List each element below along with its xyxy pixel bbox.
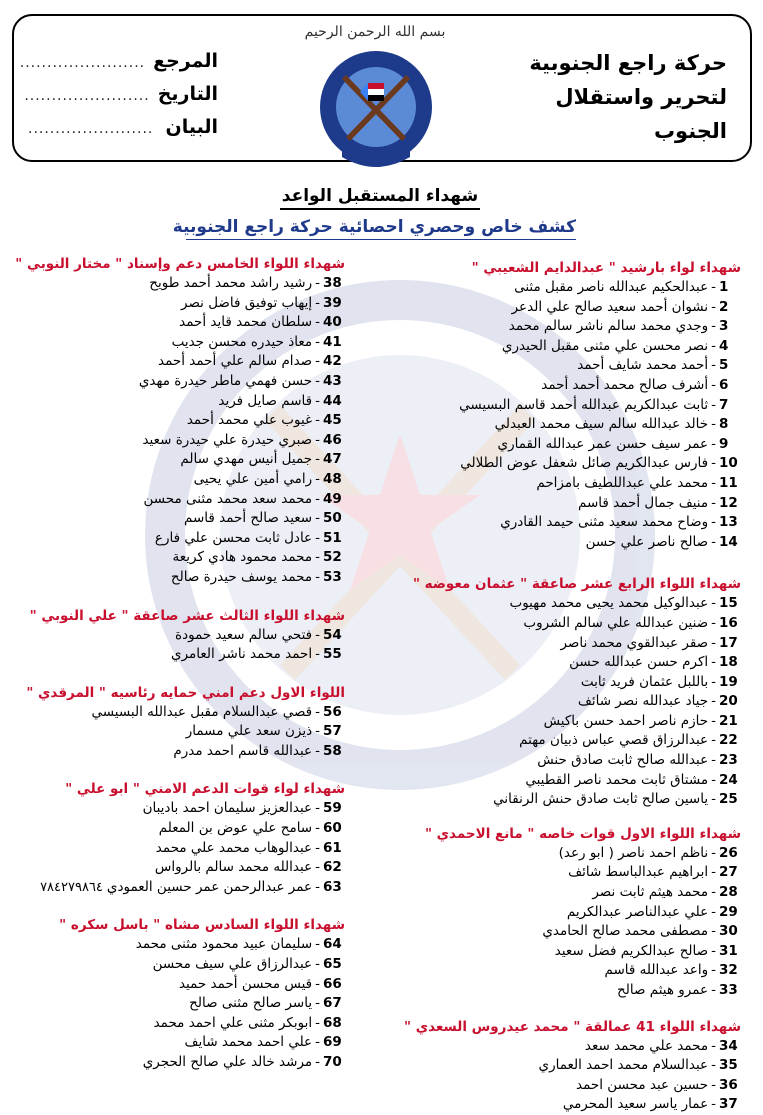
list-item: 67-ياسر صالح مثنى صالح <box>189 995 342 1012</box>
list-item: 39-إيهاب توفيق فاضل نصر <box>181 294 342 311</box>
group-title: شهداء لواء قوات الدعم الامني " ابو علي " <box>65 781 345 798</box>
list-item: 48-رامي أمين علي يحيى <box>193 470 342 487</box>
ref-field-statement <box>28 116 218 149</box>
group-special-forces <box>401 824 741 1001</box>
list-item: 24-مشتاق ثابت محمد ناصر القطيبي <box>525 771 738 788</box>
group-brigade-5 <box>0 254 345 588</box>
list-item: 43-حسن فهمي ماطر حيدرة مهدي <box>138 372 342 389</box>
list-item: 62-عبدالله محمد سالم بالرواس <box>154 859 342 876</box>
basmala: بسم الله الرحمن الرحيم <box>304 24 446 40</box>
list-item: 47-جميل أنيس مهدي سالم <box>180 451 342 468</box>
list-item: 45-غيوب علي محمد أحمد <box>186 412 342 429</box>
list-item: 14-صالح ناصر علي حسن <box>585 533 738 550</box>
list-item: 38-رشيد راشد محمد أحمد طويح <box>149 275 342 291</box>
list-item: 23-عبدالله صالح ثابت صادق حنش <box>537 752 738 769</box>
list-item: 16-ضنين عبدالله علي سالم الشروب <box>523 614 738 631</box>
list-item: 54-فتحي سالم سعيد حمودة <box>175 626 342 643</box>
group-title: شهداء اللواء الرابع عشر صاعقة " عثمان معوضه " <box>412 576 741 593</box>
ref-dots: ....................... <box>24 88 150 104</box>
ref-field-reference <box>19 50 218 83</box>
list-item: 4-نصر محسن علي مثنى مقبل الحيدري <box>501 337 729 354</box>
list-item: 50-سعيد صالح أحمد قاسم <box>184 510 342 527</box>
list-item: 29-علي عبدالناصر عبدالكريم <box>566 903 738 920</box>
list-item: 46-صبري حيدرة علي حيدرة سعيد <box>142 431 342 448</box>
list-item: 70-مرشد خالد علي صالح الحجري <box>142 1054 342 1070</box>
list-item: 34-محمد علي محمد سعد <box>584 1037 738 1054</box>
list-item: 52-محمد محمود هادي كريعة <box>172 549 342 566</box>
list-item: 55-احمد محمد ناشر العامري <box>171 646 342 663</box>
list-item: 40-سلطان محمد قايد أحمد <box>179 314 342 331</box>
list-item: 64-سليمان عبيد محمود مثنى محمد <box>135 936 342 953</box>
ref-field-date <box>24 83 218 116</box>
list-item: 51-عادل ثابت محسن علي فارع <box>154 529 342 546</box>
list-item: 6-أشرف صالح محمد أحمد أحمد <box>541 376 729 393</box>
group-giants-41 <box>401 1017 741 1115</box>
page-subtitle: كشف خاص وحصري احصائية حركة راجع الجنوبية <box>186 217 576 240</box>
list-item: 35-عبدالسلام محمد احمد العماري <box>538 1057 738 1074</box>
list-item: 7-ثابت عبدالكريم عبدالله أحمد قاسم البسيسي <box>459 396 729 413</box>
list-item: 25-ياسين صالح ثابت صادق حنش الرنقاني <box>493 791 738 808</box>
list-item: 3-وجدي محمد سالم ناشر سالم محمد <box>508 318 729 335</box>
list-item: 68-ابوبكر مثنى علي احمد محمد <box>153 1014 342 1031</box>
ref-label: البيان <box>165 116 218 138</box>
group-title: شهداء اللواء 41 عمالقة " محمد عيدروس السعدي " <box>404 1018 741 1035</box>
list-item: 58-عبدالله قاسم احمد مدرم <box>173 742 342 759</box>
list-item: 18-اكرم حسن عبدالله حسن <box>569 654 738 671</box>
group-title: شهداء اللواء الثالث عشر صاعقة " علي النوبي " <box>29 607 345 624</box>
group-brigade-6 <box>0 915 345 1072</box>
list-item: 10-فارس عبدالكريم صائل شعفل عوض الطلالي <box>460 455 738 472</box>
list-item: 5-أحمد محمد شايف أحمد <box>577 357 729 374</box>
list-item: 28-محمد هيثم ثابت نصر <box>592 884 738 901</box>
ref-label: التاريخ <box>157 83 218 105</box>
list-item: 65-عبدالرزاق علي سيف محسن <box>152 956 342 973</box>
group-title: شهداء اللواء الاول قوات خاصه " مانع الاحمدي " <box>424 825 741 842</box>
phone-number: ٧٨٤٢٧٩٨٦٤ <box>40 879 103 895</box>
list-item: 41-معاذ حيدره محسن جديب <box>171 333 342 350</box>
group-title: اللواء الاول دعم امني حمايه رئاسيه " المرقدي " <box>26 684 345 701</box>
right-column <box>401 258 741 1115</box>
list-item: 22-عبدالرزاق قصي عباس ذبيان مهتم <box>519 732 738 749</box>
list-item: 56-قصي عبدالسلام مقبل عبدالله البسيسي <box>91 703 342 720</box>
list-item: 1-عبدالحكيم عبدالله ناصر مقبل مثنى <box>514 279 729 295</box>
list-item: 15-عبدالوكيل محمد يحيى محمد مهيوب <box>509 595 738 612</box>
list-item: 44-قاسم صايل فريد <box>218 392 342 409</box>
list-item: 37-عمار ياسر سعيد المحرمي <box>562 1096 738 1113</box>
list-item: 60-سامح علي عوض بن المعلم <box>158 820 342 837</box>
list-item: 9-عمر سيف حسن عمر عبدالله القماري <box>497 435 729 452</box>
movement-logo <box>306 45 446 170</box>
list-item: 30-مصطفى محمد صالح الحامدي <box>542 923 738 940</box>
organization-name <box>497 46 727 148</box>
group-brigade-14 <box>401 574 741 810</box>
list-item: 12-منيف جمال أحمد قاسم <box>577 494 738 511</box>
list-item: 32-واعد عبدالله قاسم <box>604 962 738 979</box>
list-item: 42-صدام سالم علي أحمد أحمد <box>158 353 342 370</box>
ref-dots: ....................... <box>19 55 146 71</box>
org-line: حركة راجع الجنوبية <box>529 51 727 75</box>
org-line: الجنوب <box>653 119 727 143</box>
list-item: 21-حازم ناصر احمد حسن باكيش <box>543 712 738 729</box>
list-item: 19-باللبل عثمان فريد ثابت <box>580 673 738 690</box>
list-item: 53-محمد يوسف حيدرة صالح <box>170 568 342 585</box>
list-item: 11-محمد علي عبداللطيف بامزاحم <box>536 474 738 491</box>
list-item: 66-قيس محسن أحمد حميد <box>178 975 342 992</box>
list-item: 59-عبدالعزيز سليمان احمد باديبان <box>142 800 342 817</box>
list-item: 57-ذيزن سعد علي مسمار <box>185 723 342 740</box>
ref-label: المرجع <box>153 50 218 72</box>
list-item: 17-صقر عبدالقوي محمد ناصر <box>560 634 738 651</box>
group-title: شهداء اللواء السادس مشاه " باسل سكره " <box>59 917 345 934</box>
group-presidential-protection <box>0 683 345 762</box>
list-item: 26-ناظم احمد ناصر ( ابو رعد) <box>558 844 738 861</box>
list-item: 36-حسين عبد محسن احمد <box>576 1076 738 1093</box>
group-title: شهداء اللواء الخامس دعم وإسناد " مختار النوبي " <box>15 256 345 272</box>
list-item: 8-خالد عبدالله سالم سيف محمد العبدلي <box>494 416 729 433</box>
list-item: 2-نشوان أحمد سعيد صالح علي الدعر <box>511 298 729 315</box>
group-title: شهداء لواء بارشيد " عبدالدايم الشعيبي " <box>471 260 741 276</box>
list-item: 13-وضاح محمد سعيد مثنى حيمد القادري <box>500 514 738 531</box>
list-item: 63-عمر عبدالرحمن عمر حسين العمودي٧٨٤٢٧٩٨٦٤ <box>40 878 342 895</box>
left-column <box>0 254 345 1073</box>
group-brigade-13 <box>0 606 345 665</box>
list-item: 20-جياد عبدالله نصر شائف <box>577 693 738 710</box>
list-item: 61-عبدالوهاب محمد علي محمد <box>155 839 342 856</box>
list-item: 27-ابراهيم عبدالباسط شائف <box>568 864 738 881</box>
list-item: 31-صالح عبدالكريم فضل سعيد <box>554 942 738 959</box>
group-security-support <box>0 779 345 897</box>
list-item: 69-علي احمد محمد شايف <box>184 1034 342 1051</box>
org-line: لتحرير واستقلال <box>555 85 727 109</box>
reference-fields <box>19 50 218 149</box>
list-item: 33-عمرو هيثم صالح <box>617 982 738 998</box>
group-barshid <box>401 258 741 552</box>
page-title: شهداء المستقبل الواعد <box>280 186 480 210</box>
ref-dots: ....................... <box>28 121 154 137</box>
list-item: 49-محمد سعد محمد مثنى محسن <box>143 490 342 507</box>
